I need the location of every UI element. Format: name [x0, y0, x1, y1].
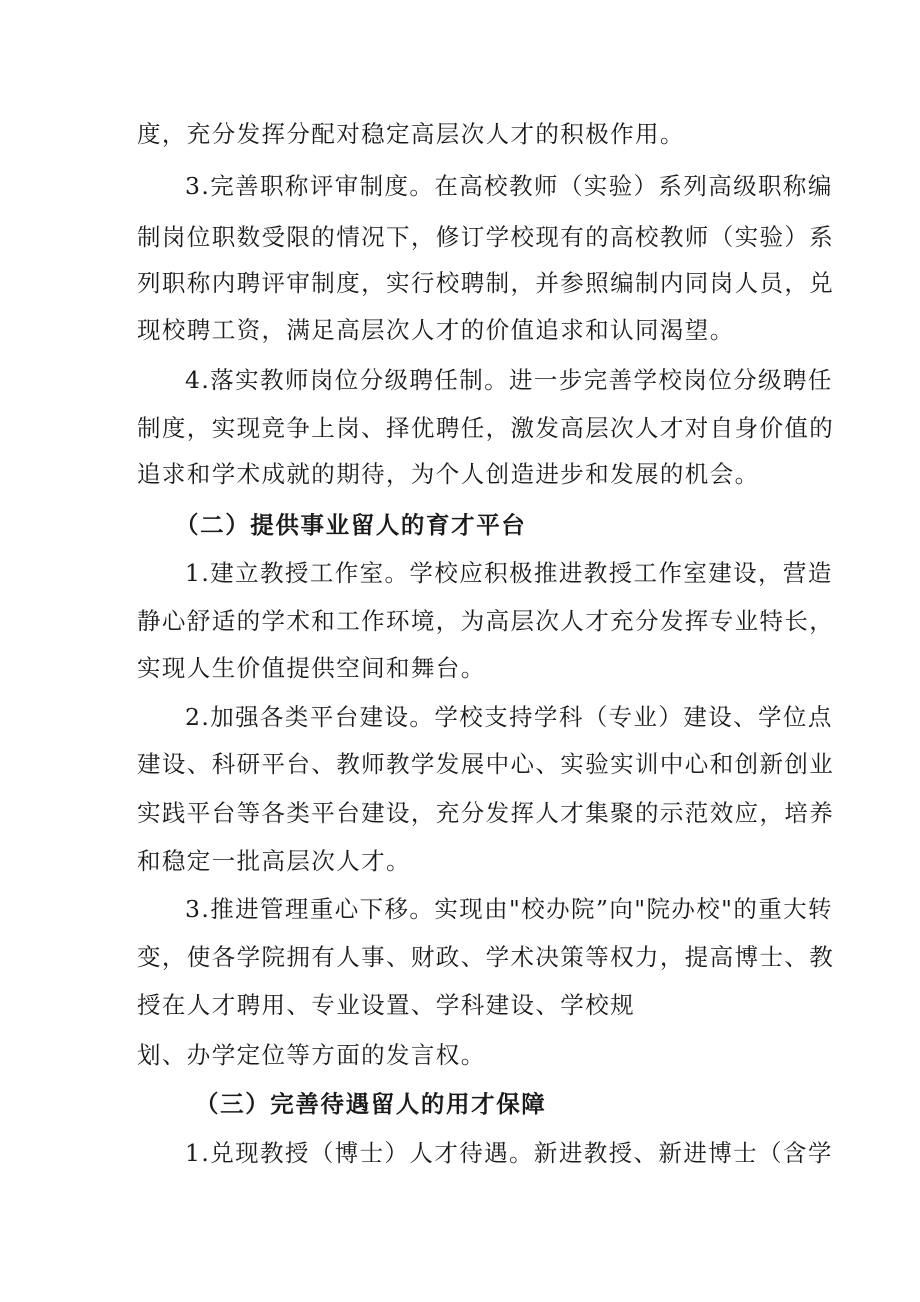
paragraph-line: 制度，实现竞争上岗、择优聘任，激发高层次人才对自身价值的	[137, 414, 835, 442]
paragraph-line: 实现人生价值提供空间和舞台。	[137, 654, 486, 682]
paragraph-line: 授在人才聘用、专业设置、学科建设、学校规	[137, 991, 635, 1019]
paragraph-line: 制岗位职数受限的情况下，修订学校现有的高校教师（实验）系	[137, 223, 835, 251]
paragraph-line: 4.落实教师岗位分级聘任制。进一步完善学校岗位分级聘任	[185, 366, 833, 394]
paragraph-line: 度，充分发挥分配对稳定高层次人才的积极作用。	[137, 120, 685, 148]
paragraph-line: 3.完善职称评审制度。在高校教师（实验）系列高级职称编	[185, 172, 833, 200]
paragraph-line: 变，使各学院拥有人事、财政、学术决策等权力，提高博士、教	[137, 943, 835, 971]
paragraph-line: 2.加强各类平台建设。学校支持学科（专业）建设、学位点	[185, 703, 833, 731]
paragraph-line: 3.推进管理重心下移。实现由"校办院”向"院办校"的重大转	[185, 895, 833, 923]
paragraph-line: 静心舒适的学术和工作环境，为高层次人才充分发挥专业特长，	[137, 607, 835, 635]
paragraph-line: 实践平台等各类平台建设，充分发挥人才集聚的示范效应，培养	[137, 799, 835, 827]
paragraph-line: 1.兑现教授（博士）人才待遇。新进教授、新进博士（含学	[185, 1139, 833, 1167]
section-heading: （二）提供事业留人的育才平台	[175, 511, 527, 539]
paragraph-line: 追求和学术成就的期待，为个人创造进步和发展的机会。	[137, 460, 760, 488]
paragraph-line: 列职称内聘评审制度，实行校聘制，并参照编制内同岗人员，兑	[137, 269, 835, 297]
paragraph-line: 和稳定一批高层次人才。	[137, 847, 411, 875]
paragraph-line: 现校聘工资，满足高层次人才的价值追求和认同渴望。	[137, 316, 735, 344]
paragraph-line: 划、办学定位等方面的发言权。	[137, 1041, 486, 1069]
paragraph-line: 1.建立教授工作室。学校应积极推进教授工作室建设，营造	[185, 559, 833, 587]
paragraph-line: 建设、科研平台、教师教学发展中心、实验实训中心和创新创业	[137, 750, 835, 778]
section-heading: （三）完善待遇留人的用才保障	[195, 1090, 547, 1118]
